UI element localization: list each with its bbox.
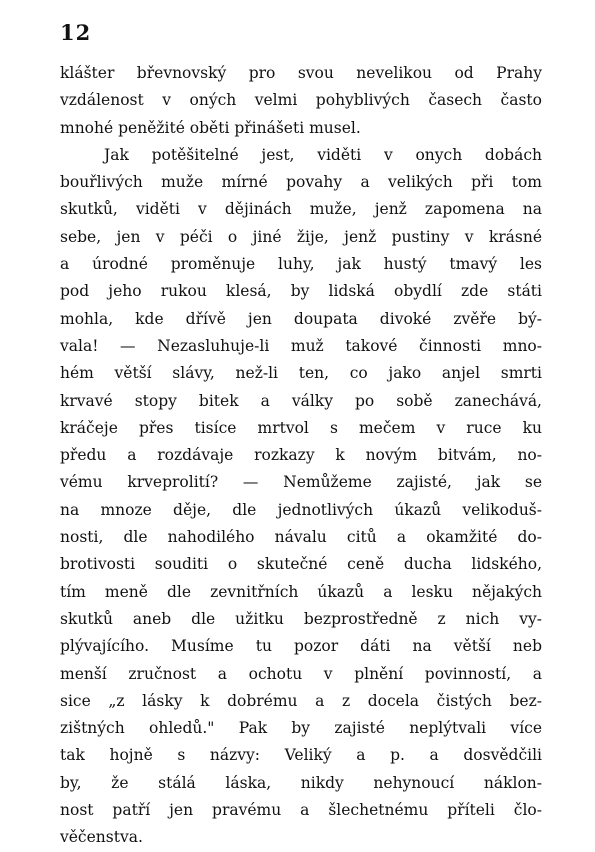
- text-line: skutků, viděti v dějinách muže, jenž zapomena na: [60, 200, 542, 219]
- text-line: menší zručnost a ochotu v plnění povinností, a: [60, 664, 542, 683]
- body-text: [60, 60, 542, 852]
- text-line: tím meně dle zevnitřních úkazů a lesku nějakých: [60, 582, 542, 601]
- text-line: kráčeje přes tisíce mrtvol s mečem v ruce ku: [60, 418, 542, 437]
- text-line: sebe, jen v péči o jiné žije, jenž pustiny v krásné: [60, 227, 542, 246]
- text-line: na mnoze děje, dle jednotlivých úkazů velikoduš-: [60, 500, 542, 519]
- text-line: vému krveprolití? — Nemůžeme zajisté, jak se: [60, 473, 542, 492]
- text-line: skutků aneb dle užitku bezprostředně z nich vy-: [60, 609, 542, 628]
- text-line: a úrodné proměnuje luhy, jak hustý tmavý les: [60, 255, 542, 274]
- text-line: Jak potěšitelné jest, viděti v onych dobách: [104, 145, 542, 164]
- text-line: věčenstva.: [60, 828, 143, 847]
- text-line: bouřlivých muže mírné povahy a velikých při tom: [60, 173, 542, 192]
- text-line: tak hojně s názvy: Veliký a p. a dosvědčili: [60, 746, 542, 765]
- text-line: vala! — Nezasluhuje-li muž takové činnosti mno-: [60, 336, 542, 355]
- text-line: mohla, kde dřívě jen doupata divoké zvěře bý-: [60, 309, 542, 328]
- text-line: hém větší slávy, než-li ten, co jako anjel smrti: [60, 364, 542, 383]
- text-line: nosti, dle nahodilého návalu citů a okamžité do-: [60, 528, 542, 547]
- text-line: brotivosti souditi o skutečné ceně ducha lidského,: [60, 555, 542, 574]
- text-line: mnohé peněžité oběti přinášeti musel.: [60, 118, 361, 137]
- text-line: klášter břevnovský pro svou nevelikou od Prahy: [60, 64, 542, 82]
- text-line: pod jeho rukou klesá, by lidská obydlí zde státi: [60, 282, 542, 301]
- text-line: plývajícího. Musíme tu pozor dáti na větší neb: [60, 637, 542, 656]
- text-line: vzdálenost v oných velmi pohyblivých časech často: [60, 91, 542, 110]
- text-line: by, že stálá láska, nikdy nehynoucí náklon-: [60, 773, 542, 792]
- text-line: nost patří jen pravému a šlechetnému příteli člo-: [60, 801, 542, 820]
- text-line: zištných ohledů." Pak by zajisté neplýtvali více: [60, 719, 542, 738]
- text-line: sice „z lásky k dobrému a z docela čistých bez-: [60, 691, 542, 710]
- text-line: krvavé stopy bitek a války po sobě zanechává,: [60, 391, 542, 410]
- page-number: 12: [60, 20, 92, 45]
- text-line: předu a rozdávaje rozkazy k novým bitvám, no-: [60, 446, 542, 465]
